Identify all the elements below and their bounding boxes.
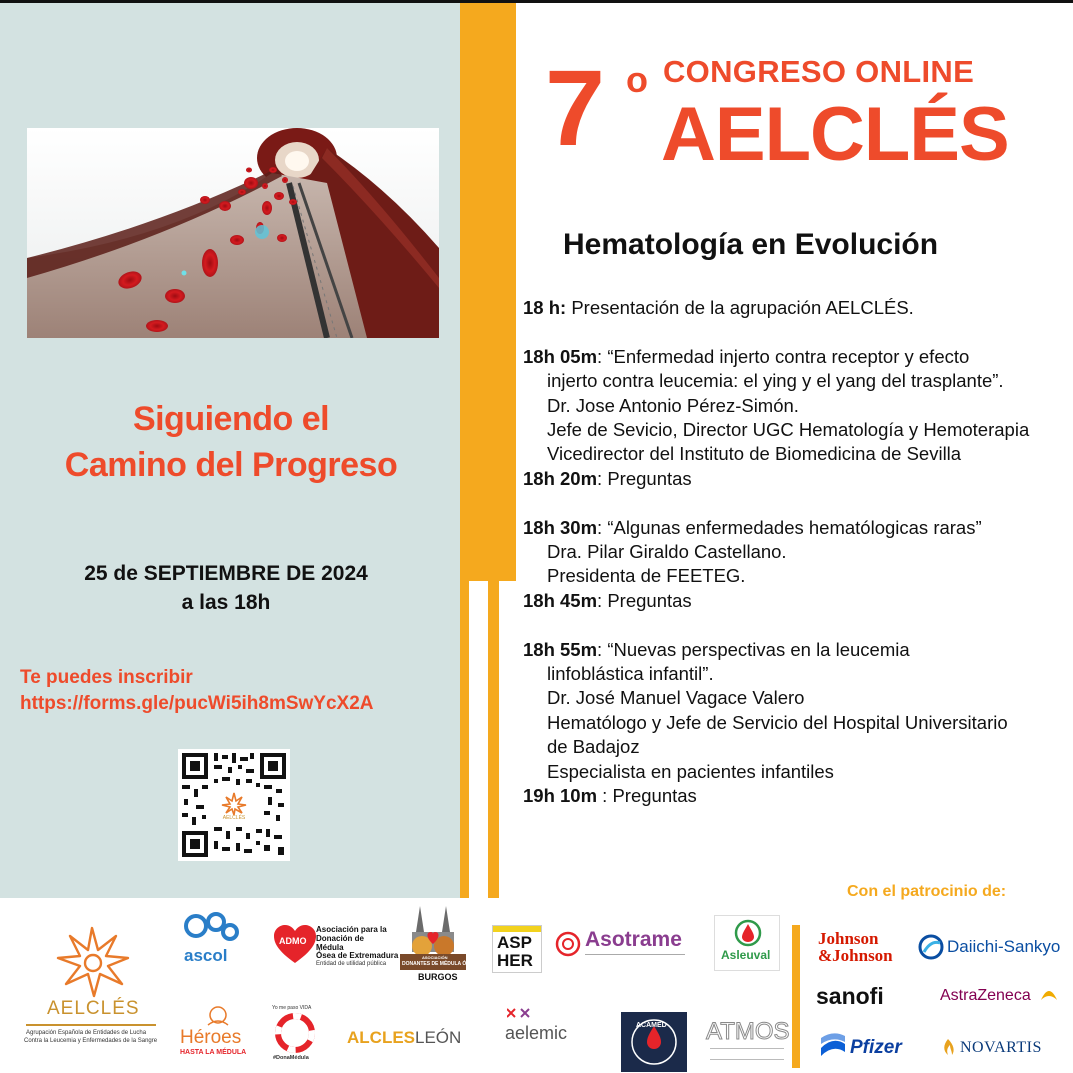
schedule-time: 18h 55m xyxy=(523,638,598,660)
novartis-name: NOVARTIS xyxy=(960,1039,1042,1056)
asleuval-logo xyxy=(714,915,780,971)
heroes-name: Héroes xyxy=(180,1027,242,1048)
sponsors-label: Con el patrocinio de: xyxy=(847,883,1007,900)
aspher-logo xyxy=(492,925,542,973)
atmos-logo xyxy=(706,1018,788,1064)
asotrame-logo xyxy=(555,928,695,968)
aspher-line-1: ASP xyxy=(497,933,532,952)
pfizer-icon xyxy=(818,1030,848,1062)
schedule-item xyxy=(523,784,1071,808)
qr-center-label: AELCLÉS xyxy=(222,815,246,821)
sponsors-divider xyxy=(792,925,800,1068)
astrazeneca-logo xyxy=(940,980,1065,1010)
slogan xyxy=(0,396,462,488)
aelemic-logo xyxy=(505,1005,585,1055)
congress-subtitle: Hematología en Evolución xyxy=(563,228,939,261)
jj-line-2: &Johnson xyxy=(818,946,893,965)
astrazeneca-name: AstraZeneca xyxy=(940,987,1031,1004)
schedule-time: 18 h: xyxy=(523,297,567,318)
burgos-line-2: DONANTES DE MÉDULA ÓSEA xyxy=(402,961,477,967)
schedule-time: 18h 05m xyxy=(523,345,598,367)
slogan-line-1: Siguiendo el xyxy=(132,400,330,438)
astrazeneca-icon xyxy=(1038,980,1060,1004)
schedule-item xyxy=(523,467,1071,491)
johnson-johnson-logo xyxy=(818,930,913,970)
slogan-line-2: Camino del Progreso xyxy=(64,446,398,484)
acamed-name: ACAMED xyxy=(636,1022,667,1029)
aelemic-name: aelemic xyxy=(505,1023,568,1043)
schedule-text: : “Algunas enfermedades hematólogicas raras” xyxy=(597,516,982,538)
schedule-text: Presentación de la agrupación AELCLÉS. xyxy=(566,297,914,318)
sanofi-name: sanofi xyxy=(816,983,884,1009)
ascol-logo xyxy=(180,912,242,972)
schedule-detail: linfoblástica infantil”. xyxy=(547,663,714,685)
edition-number: 7 xyxy=(545,47,603,168)
schedule-item xyxy=(523,516,1071,540)
aelcles-logo xyxy=(22,922,162,1062)
accent-stripe-right xyxy=(488,581,499,898)
lifebuoy-icon xyxy=(273,1013,317,1053)
schedule xyxy=(523,296,1071,808)
drop-icon xyxy=(734,919,762,947)
ascol-name: ascol xyxy=(184,946,228,965)
novartis-logo xyxy=(940,1037,1060,1061)
sun-icon xyxy=(22,922,162,1002)
schedule-item xyxy=(523,345,1071,369)
daiichi-icon xyxy=(918,934,944,960)
daiichi-name: Daiichi-Sankyo xyxy=(947,937,1061,956)
schedule-detail: Presidenta de FEETEG. xyxy=(547,565,746,587)
ascol-icon xyxy=(180,912,242,948)
schedule-detail: Especialista en pacientes infantiles xyxy=(547,760,834,782)
aspher-line-2: HER xyxy=(497,951,533,970)
schedule-detail: Jefe de Sevicio, Director UGC Hematología y Hemoterapia xyxy=(547,419,1030,441)
admo-logo xyxy=(274,925,399,970)
event-date-line-1: 25 de SEPTIEMBRE DE 2024 xyxy=(84,562,368,585)
schedule-speaker: Dr. Jose Antonio Pérez-Simón. xyxy=(547,394,799,416)
acamed-icon xyxy=(621,1012,687,1072)
accent-stripe-left xyxy=(460,581,469,898)
admo-line-3: Médula xyxy=(316,943,344,952)
schedule-text: : “Nuevas perspectivas en la leucemia xyxy=(597,638,910,660)
schedule-detail: Hematólogo y Jefe de Servicio del Hospital Universitario xyxy=(547,711,1008,733)
heroes-logo xyxy=(178,1005,248,1060)
registration-info xyxy=(20,665,374,717)
alcles-leon-logo xyxy=(347,1028,477,1054)
schedule-text: : Preguntas xyxy=(597,589,692,611)
asotrame-name: Asotrame xyxy=(585,928,682,951)
admo-line-4: Ósea de Extremadura xyxy=(316,951,399,960)
vida-top: Yo me paso VIDA xyxy=(272,1005,312,1011)
schedule-text: : Preguntas xyxy=(597,785,697,807)
accent-bar xyxy=(460,3,516,581)
admo-badge: ADMO xyxy=(279,936,307,946)
schedule-item xyxy=(523,296,1071,320)
hero-icon xyxy=(198,1005,238,1027)
pfizer-name: Pfizer xyxy=(850,1037,902,1058)
aelcles-logo-sub1: Agrupación Española de Entidades de Lucha xyxy=(26,1030,147,1036)
event-time-line: a las 18h xyxy=(181,591,271,614)
schedule-time: 18h 30m xyxy=(523,516,598,538)
aelemic-icon xyxy=(507,1007,531,1019)
schedule-detail: Vicedirector del Instituto de Biomedicina de Sevilla xyxy=(547,443,962,465)
burgos-line-3: BURGOS xyxy=(418,972,458,982)
schedule-speaker: Dr. José Manuel Vagace Valero xyxy=(547,687,805,709)
schedule-item xyxy=(523,589,1071,613)
alcles-name: ALCLES xyxy=(347,1028,415,1047)
pfizer-logo xyxy=(818,1030,908,1064)
schedule-item xyxy=(523,638,1071,662)
burgos-line-1: ASOCIACIÓN xyxy=(422,955,448,960)
schedule-time: 19h 10m xyxy=(523,785,598,807)
register-link[interactable]: https://forms.gle/pucWi5ih8mSwYcX2A xyxy=(20,693,374,714)
asleuval-name: Asleuval xyxy=(721,948,771,962)
jj-line-1: Johnson xyxy=(818,929,879,948)
schedule-text: : Preguntas xyxy=(597,467,692,489)
aelcles-logo-sub2: Contra la Leucemia y Enfermedades de la Sangre xyxy=(24,1038,158,1044)
congress-brand: AELCLÉS xyxy=(661,92,1009,177)
aelcles-logo-name: AELCLÉS xyxy=(47,998,140,1019)
daiichi-sankyo-logo xyxy=(918,934,1068,962)
event-date xyxy=(0,559,452,617)
qr-code[interactable] xyxy=(178,749,290,861)
vida-tag: #DonaMédula xyxy=(273,1055,309,1061)
asotrame-icon xyxy=(555,931,581,957)
schedule-text: : “Enfermedad injerto contra receptor y efecto xyxy=(597,345,970,367)
sanofi-logo xyxy=(816,983,911,1013)
schedule-detail: de Badajoz xyxy=(547,736,640,758)
vida-logo xyxy=(270,1003,320,1069)
blood-vessel-illustration xyxy=(27,128,439,338)
congress-label: CONGRESO ONLINE xyxy=(663,54,975,89)
edition-ordinal: o xyxy=(626,59,648,100)
heroes-sub: HASTA LA MÉDULA xyxy=(180,1049,247,1056)
register-label: Te puedes inscribir xyxy=(20,667,193,688)
schedule-detail: injerto contra leucemia: el ying y el yang del trasplante”. xyxy=(547,370,1004,392)
admo-line-1: Asociación para la xyxy=(316,925,387,934)
acamed-logo xyxy=(621,1012,687,1072)
left-panel xyxy=(0,3,462,898)
alcles-city: LEÓN xyxy=(415,1028,462,1047)
novartis-flame-icon xyxy=(940,1037,956,1057)
atmos-name: ATMOS xyxy=(706,1018,790,1045)
admo-line-2: Donación de xyxy=(316,934,365,943)
schedule-time: 18h 20m xyxy=(523,467,598,489)
schedule-time: 18h 45m xyxy=(523,589,598,611)
admo-line-5: Entidad de utilidad pública xyxy=(316,961,387,967)
burgos-logo xyxy=(398,902,477,984)
schedule-speaker: Dra. Pilar Giraldo Castellano. xyxy=(547,541,787,563)
